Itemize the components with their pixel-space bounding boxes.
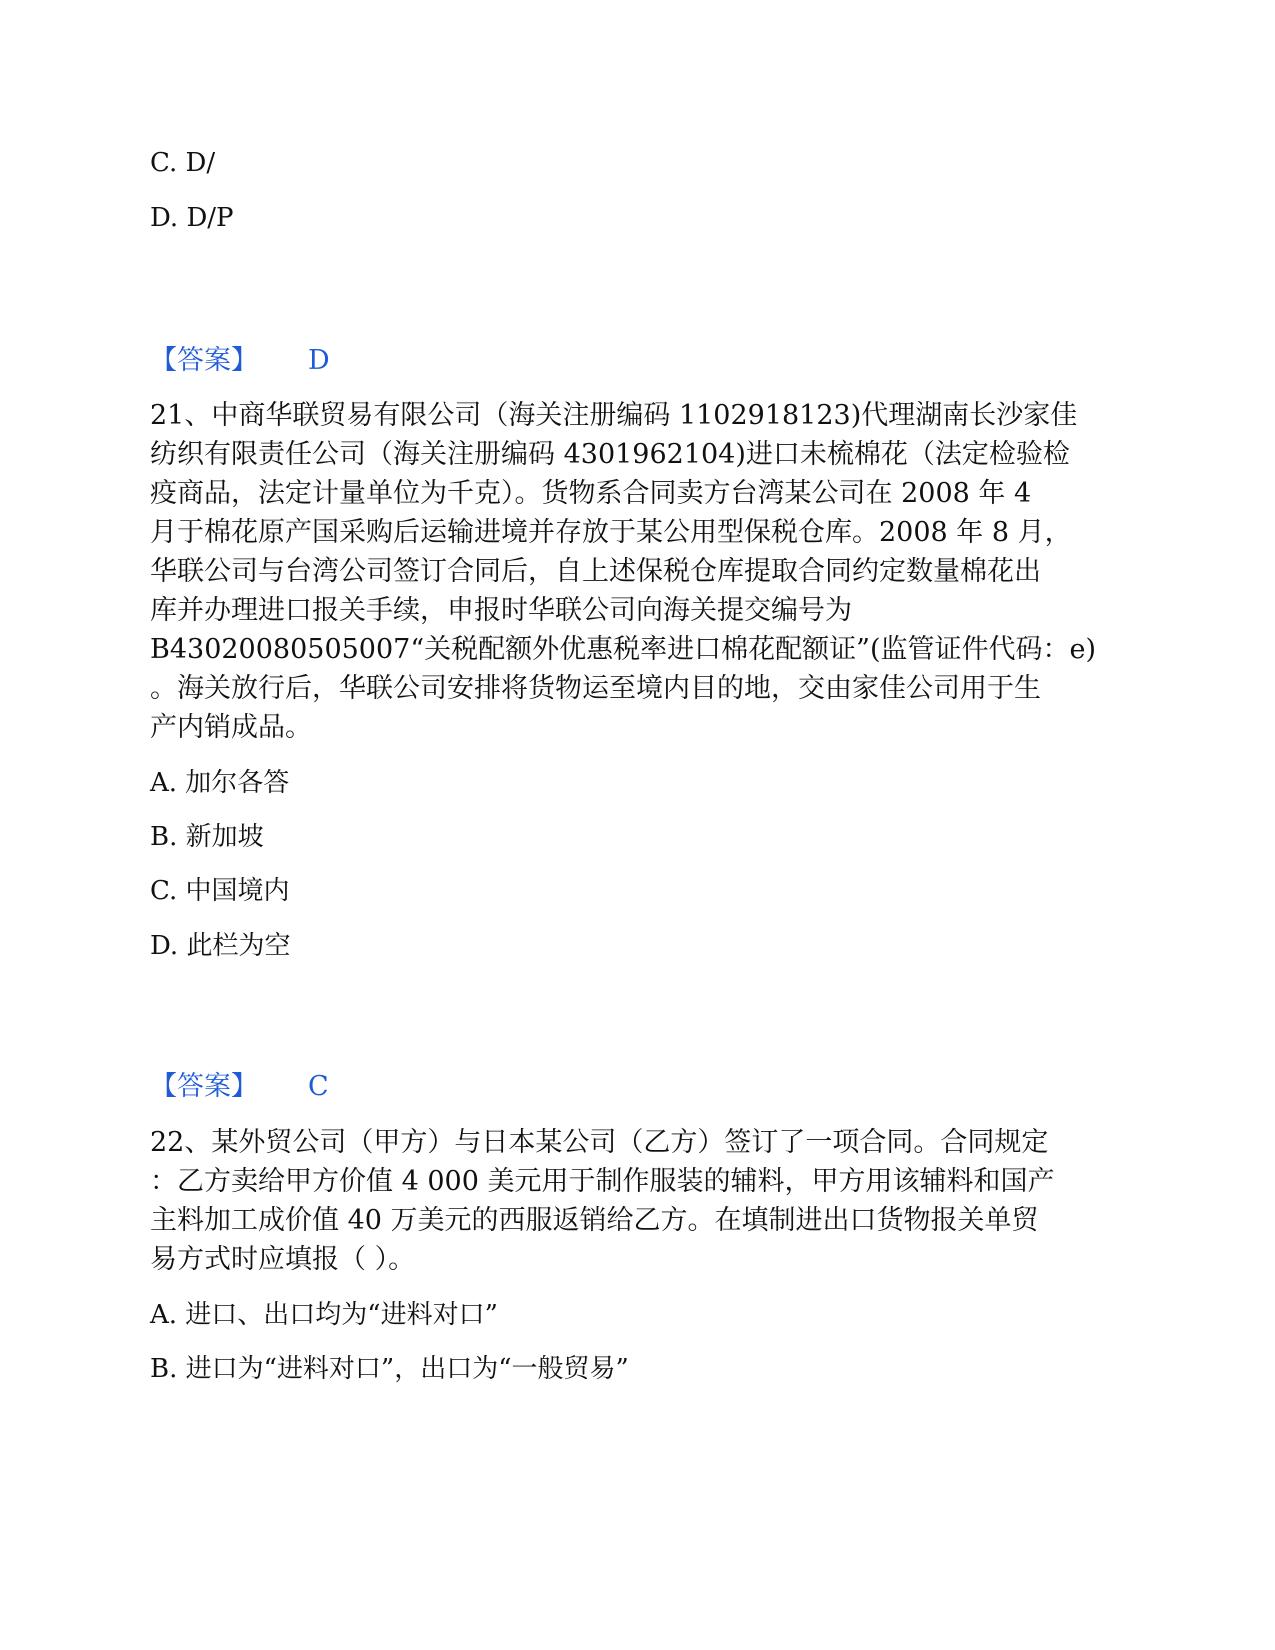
answer-21: [150, 1071, 329, 1102]
q21-option-b: B. 新加坡: [150, 822, 264, 852]
q21-option-a: A. 加尔各答: [150, 768, 290, 798]
q21-option-d: D. 此栏为空: [150, 931, 291, 961]
question-22-line: ：乙方卖给甲方价值 4 000 美元用于制作服装的辅料，甲方用该辅料和国产: [150, 1166, 1055, 1197]
question-21-line: 21、中商华联贸易有限公司（海关注册编码 1102918123)代理湖南长沙家佳: [150, 400, 1078, 431]
question-21-line: 华联公司与台湾公司签订合同后，自上述保税仓库提取合同约定数量棉花出: [150, 556, 1041, 587]
answer-value: C: [308, 1071, 329, 1102]
question-22-line: 22、某外贸公司（甲方）与日本某公司（乙方）签订了一项合同。合同规定: [150, 1127, 1049, 1158]
q22-option-a: A. 进口、出口均为“进料对口”: [150, 1300, 498, 1330]
question-21-line: 疫商品，法定计量单位为千克）。货物系合同卖方台湾某公司在 2008 年 4: [150, 478, 1032, 509]
question-21-line: B43020080505007“关税配额外优惠税率进口棉花配额证”(监管证件代码：e): [150, 634, 1096, 665]
answer-label: 【答案】: [150, 345, 258, 376]
question-22-line: 主料加工成价值 40 万美元的西服返销给乙方。在填制进出口货物报关单贸: [150, 1205, 1039, 1236]
answer-value: D: [308, 345, 330, 376]
question-21-line: 。海关放行后，华联公司安排将货物运至境内目的地，交由家佳公司用于生: [150, 673, 1041, 704]
answer-label: 【答案】: [150, 1071, 258, 1102]
q20-option-d: D. D/P: [150, 203, 234, 233]
question-21-line: 库并办理进口报关手续，申报时华联公司向海关提交编号为: [150, 595, 852, 626]
q22-option-b: B. 进口为“进料对口”，出口为“一般贸易”: [150, 1354, 629, 1384]
question-21-line: 纺织有限责任公司（海关注册编码 4301962104)进口未梳棉花（法定检验检: [150, 439, 1070, 470]
q20-option-c: C. D/: [150, 148, 216, 178]
question-21-line: 月于棉花原产国采购后运输进境并存放于某公用型保税仓库。2008 年 8 月，: [150, 517, 1072, 548]
answer-20: [150, 345, 330, 376]
question-21-line: 产内销成品。: [150, 712, 312, 743]
q21-option-c: C. 中国境内: [150, 876, 290, 906]
question-22-line: 易方式时应填报（ ）。: [150, 1244, 416, 1275]
